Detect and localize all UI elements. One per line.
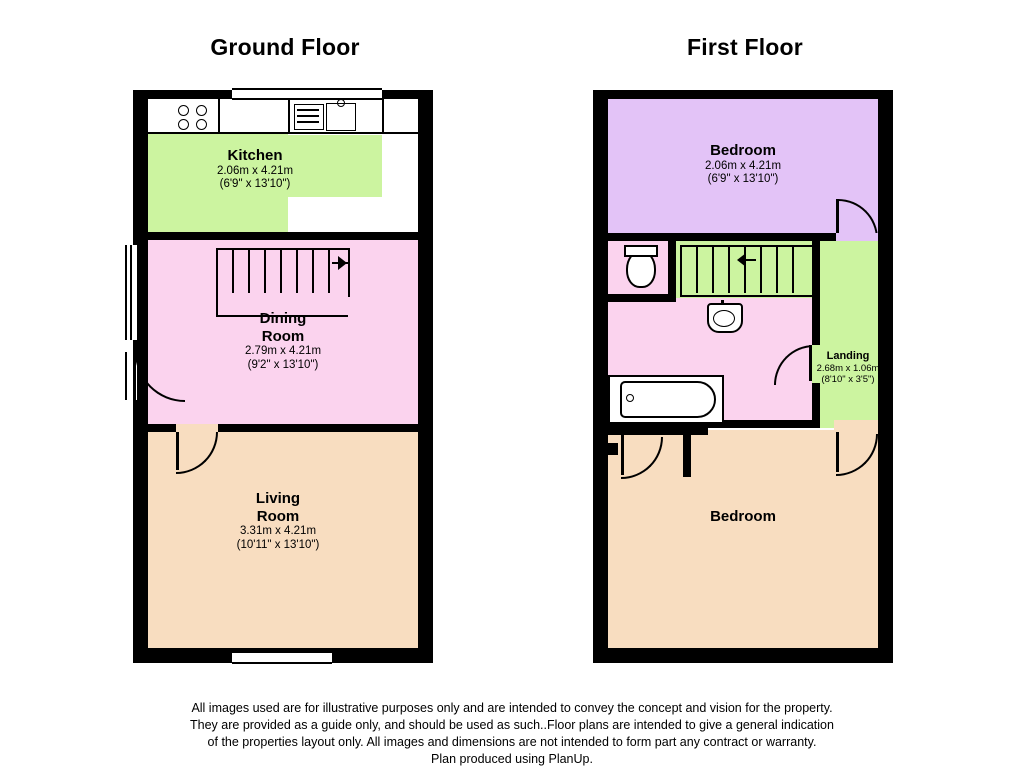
basin-tap — [721, 300, 724, 305]
wall-first-left — [593, 90, 608, 663]
wall-bedroom-rear-top — [608, 427, 708, 435]
label-living-dim-metric: 3.31m x 4.21m — [239, 525, 317, 538]
label-dining-dim-metric: 2.79m x 4.21m — [244, 345, 322, 358]
ground-floor-title: Ground Floor — [210, 34, 360, 60]
wall-bedroom-rear-stub2 — [608, 443, 618, 455]
door-bedroom-front-gap — [836, 233, 878, 241]
wall-wc-divider-horz — [608, 294, 676, 302]
stair-first-tread-5 — [760, 245, 762, 293]
label-bedroom-rear — [643, 508, 843, 526]
label-landing-dim-imperial: (8'10" x 3'5") — [821, 374, 875, 386]
first-floor-title: First Floor — [687, 34, 803, 60]
label-kitchen-dim-metric: 2.06m x 4.21m — [216, 164, 294, 177]
stair-first-tread-3 — [728, 245, 730, 293]
label-landing-name: Landing — [826, 350, 870, 362]
label-living-dim-imperial: (10'11" x 13'10") — [236, 538, 320, 551]
door-bedroom-rear-gap — [834, 420, 878, 430]
disclaimer-line-2: They are provided as a guide only, and should be used as such..Floor plans are intended to give a general indication — [190, 717, 834, 732]
label-bedroom-rear-name: Bedroom — [710, 508, 776, 525]
label-kitchen-name: Kitchen — [227, 147, 283, 164]
wall-bedroom-rear-stub — [683, 427, 691, 477]
staircase-first — [680, 245, 814, 297]
wall-first-top — [593, 90, 893, 99]
label-dining-name-2: Room — [261, 327, 305, 345]
disclaimer-footer — [0, 700, 1024, 768]
disclaimer-line-4: Plan produced using PlanUp. — [431, 751, 593, 766]
stair-first-tread-7 — [792, 245, 794, 293]
label-dining-name-1: Dining — [259, 310, 307, 327]
stair-first-tread-6 — [776, 245, 778, 293]
stair-first-arrow-head — [737, 253, 746, 267]
room-fill-landing — [820, 240, 878, 428]
label-kitchen-dim-imperial: (6'9" x 13'10") — [219, 178, 291, 191]
label-living-name-2: Room — [256, 507, 300, 525]
stair-first-tread-2 — [712, 245, 714, 293]
bathtub-inner — [620, 381, 716, 418]
label-bedroom-front-name: Bedroom — [710, 142, 776, 159]
toilet-cistern — [624, 245, 658, 257]
label-landing — [792, 350, 904, 385]
label-bedroom-front — [643, 142, 843, 187]
disclaimer-line-3: of the properties layout only. All images and dimensions are not intended to form part any contract or warranty. — [207, 734, 817, 749]
label-living-name-1: Living — [255, 490, 301, 507]
label-bedroom-front-dim-imperial: (6'9" x 13'10") — [707, 173, 779, 186]
bathtub-plug — [626, 394, 634, 402]
wall-wc-divider-vert — [668, 241, 676, 301]
stair-first-tread-1 — [696, 245, 698, 293]
label-bedroom-front-dim-metric: 2.06m x 4.21m — [704, 159, 782, 172]
wall-first-bottom — [593, 648, 893, 663]
label-landing-dim-metric: 2.68m x 1.06m — [816, 362, 880, 374]
label-dining-dim-imperial: (9'2" x 13'10") — [247, 358, 319, 371]
disclaimer-line-1: All images used are for illustrative purposes only and are intended to convey the concept and vision for the property. — [191, 701, 833, 715]
basin-bowl-inner — [713, 310, 735, 327]
